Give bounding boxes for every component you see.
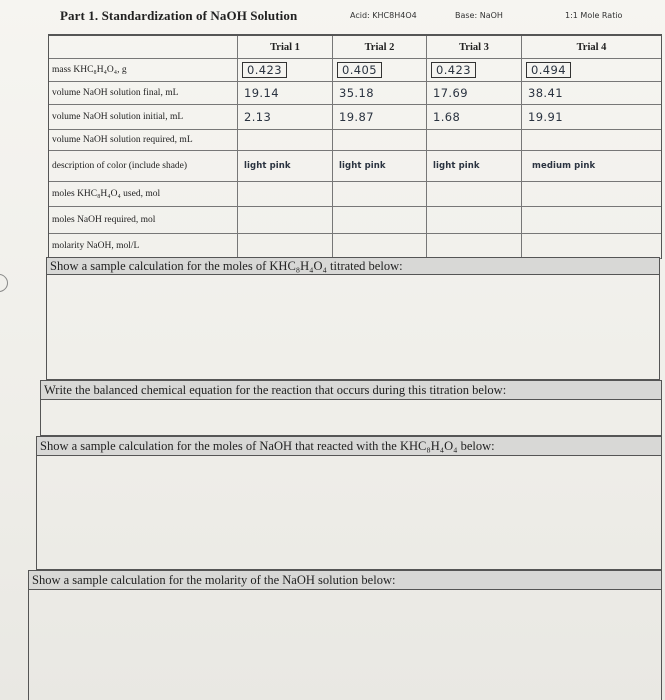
cell-trial-4 bbox=[521, 59, 661, 81]
table-row bbox=[49, 207, 661, 234]
cell-trial-3 bbox=[426, 151, 521, 181]
header-trial-3: Trial 3 bbox=[426, 36, 521, 58]
binder-ring-mark bbox=[0, 270, 12, 295]
handwritten-value: 17.69 bbox=[433, 86, 468, 100]
handwritten-value: 0.423 bbox=[242, 62, 287, 78]
answer-area-balanced-equation[interactable] bbox=[40, 400, 662, 436]
cell-trial-3 bbox=[426, 59, 521, 81]
ratio-note: 1:1 Mole Ratio bbox=[565, 11, 623, 20]
table-row bbox=[49, 234, 661, 259]
section-header-balanced-equation: Write the balanced chemical equation for the reaction that occurs during this titration below: bbox=[40, 380, 662, 400]
cell-trial-3 bbox=[426, 82, 521, 104]
row-label: moles NaOH required, mol bbox=[52, 215, 156, 225]
acid-note: Acid: KHC8H4O4 bbox=[350, 11, 417, 20]
row-label: volume NaOH solution final, mL bbox=[52, 88, 179, 98]
cell-trial-3 bbox=[426, 105, 521, 129]
header-trial-4: Trial 4 bbox=[521, 36, 661, 58]
base-note: Base: NaOH bbox=[455, 11, 503, 20]
row-label: description of color (include shade) bbox=[52, 161, 188, 171]
cell-trial-4 bbox=[521, 82, 661, 104]
handwritten-value: medium pink bbox=[532, 161, 596, 171]
header-trial-2: Trial 2 bbox=[332, 36, 426, 58]
cell-trial-2 bbox=[332, 207, 426, 233]
cell-trial-4 bbox=[521, 130, 661, 150]
header-trial-1: Trial 1 bbox=[237, 36, 332, 58]
cell-trial-2 bbox=[332, 130, 426, 150]
answer-area-molarity[interactable] bbox=[28, 590, 662, 700]
header bbox=[60, 8, 657, 30]
cell-trial-2 bbox=[332, 151, 426, 181]
handwritten-value: 2.13 bbox=[244, 110, 272, 124]
row-label: volume NaOH solution required, mL bbox=[52, 135, 193, 145]
cell-trial-2 bbox=[332, 234, 426, 258]
cell-trial-1 bbox=[237, 207, 332, 233]
cell-trial-1 bbox=[237, 182, 332, 206]
table-row bbox=[49, 182, 661, 207]
page-title: Part 1. Standardization of NaOH Solution bbox=[60, 8, 298, 23]
cell-trial-2 bbox=[332, 59, 426, 81]
row-label: molarity NaOH, mol/L bbox=[52, 241, 140, 251]
handwritten-value: 19.87 bbox=[339, 110, 374, 124]
answer-area-moles-khp[interactable] bbox=[46, 275, 660, 380]
table-row bbox=[49, 130, 661, 151]
cell-trial-3 bbox=[426, 234, 521, 258]
table-row bbox=[49, 151, 661, 182]
section-header-molarity: Show a sample calculation for the molarity of the NaOH solution below: bbox=[28, 570, 662, 590]
handwritten-value: 0.405 bbox=[337, 62, 382, 78]
cell-trial-4 bbox=[521, 207, 661, 233]
data-table bbox=[48, 34, 662, 259]
handwritten-value: 35.18 bbox=[339, 86, 374, 100]
answer-area-moles-naoh[interactable] bbox=[36, 456, 662, 570]
cell-trial-3 bbox=[426, 130, 521, 150]
cell-trial-2 bbox=[332, 182, 426, 206]
handwritten-value: light pink bbox=[433, 161, 480, 171]
row-label: volume NaOH solution initial, mL bbox=[52, 112, 184, 122]
handwritten-value: 19.91 bbox=[528, 110, 563, 124]
cell-trial-1 bbox=[237, 82, 332, 104]
row-label: moles KHC₈H₄O₄ used, mol bbox=[52, 189, 161, 199]
cell-trial-1 bbox=[237, 234, 332, 258]
cell-trial-4 bbox=[521, 234, 661, 258]
handwritten-value: 38.41 bbox=[528, 86, 563, 100]
row-label: mass KHC₈H₄O₄, g bbox=[52, 65, 127, 75]
cell-trial-1 bbox=[237, 59, 332, 81]
table-row bbox=[49, 82, 661, 105]
handwritten-value: light pink bbox=[339, 161, 386, 171]
section-header-moles-naoh: Show a sample calculation for the moles of NaOH that reacted with the KHC₈H₄O₄ below: bbox=[36, 436, 662, 456]
section-header-moles-khp: Show a sample calculation for the moles of KHC₈H₄O₄ titrated below: bbox=[46, 257, 660, 275]
table-header-row bbox=[49, 36, 661, 59]
cell-trial-3 bbox=[426, 207, 521, 233]
header-cell-blank bbox=[49, 36, 237, 58]
table-row bbox=[49, 105, 661, 130]
cell-trial-4 bbox=[521, 182, 661, 206]
handwritten-value: 0.494 bbox=[526, 62, 571, 78]
table-row bbox=[49, 59, 661, 82]
cell-trial-4 bbox=[521, 151, 661, 181]
handwritten-value: 0.423 bbox=[431, 62, 476, 78]
cell-trial-2 bbox=[332, 105, 426, 129]
handwritten-value: light pink bbox=[244, 161, 291, 171]
cell-trial-1 bbox=[237, 105, 332, 129]
cell-trial-1 bbox=[237, 130, 332, 150]
cell-trial-4 bbox=[521, 105, 661, 129]
cell-trial-1 bbox=[237, 151, 332, 181]
handwritten-value: 1.68 bbox=[433, 110, 461, 124]
handwritten-value: 19.14 bbox=[244, 86, 279, 100]
cell-trial-2 bbox=[332, 82, 426, 104]
cell-trial-3 bbox=[426, 182, 521, 206]
